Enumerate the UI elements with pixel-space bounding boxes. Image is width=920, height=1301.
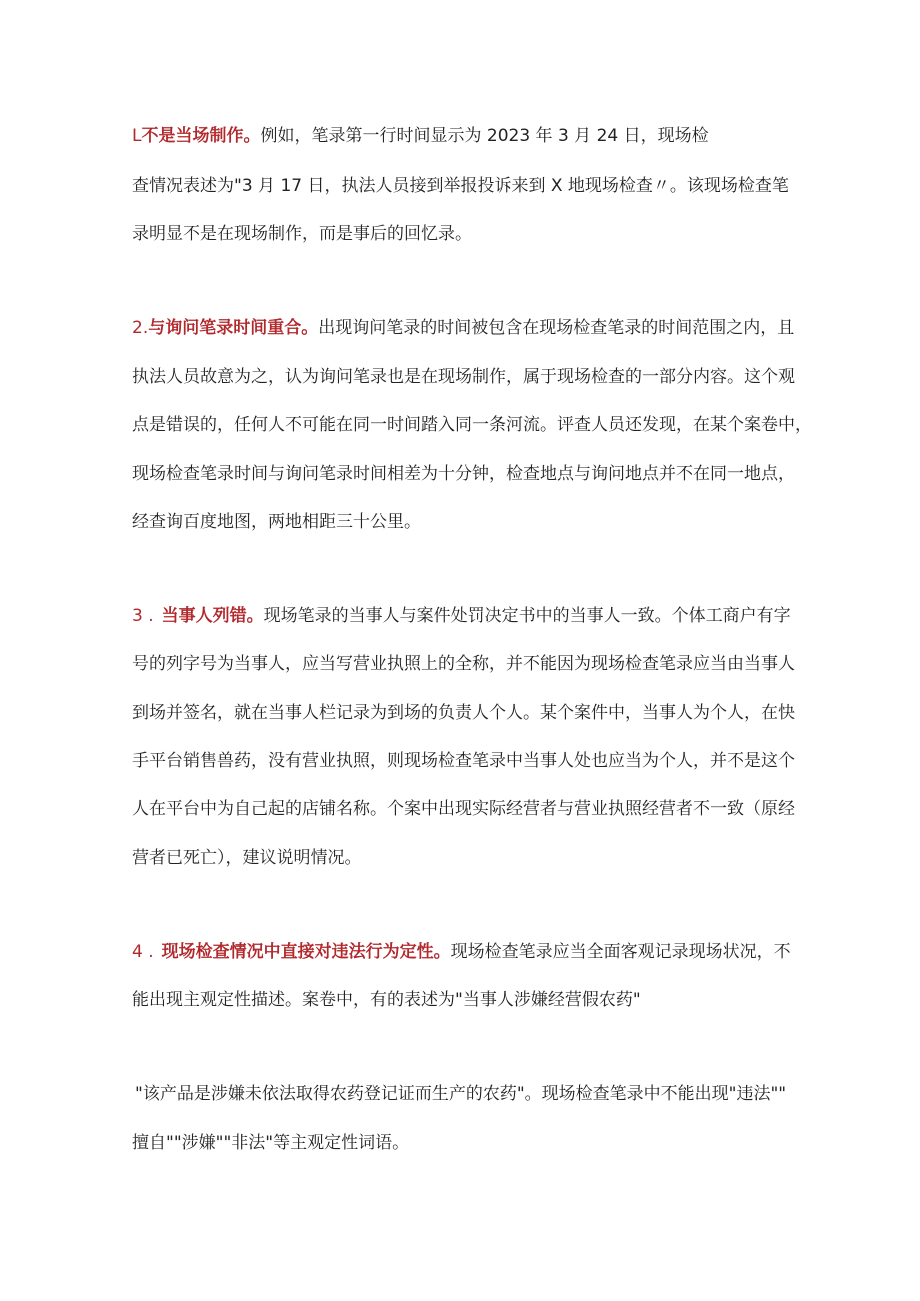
paragraph-line: 营者已死亡），建议说明情况。 xyxy=(132,848,362,868)
paragraph-line: 执法人员故意为之，认为询问笔录也是在现场制作，属于现场检查的一部分内容。这个观 xyxy=(132,367,795,387)
paragraph-line: 录明显不是在现场制作，而是事后的回忆录。 xyxy=(132,224,472,244)
paragraph-line: 查情况表述为"3 月 17 日，执法人员接到举报投诉来到 X 地现场检查〃。该现场检查笔 xyxy=(132,176,789,196)
section-number: L xyxy=(132,126,142,146)
section-heading: 当事人列错。 xyxy=(161,606,264,626)
paragraph-text: 出现询问笔录的时间被包含在现场检查笔录的时间范围之内，且 xyxy=(318,318,795,338)
paragraph-line xyxy=(132,316,794,340)
paragraph-line xyxy=(132,604,791,628)
paragraph-text: 现场笔录的当事人与案件处罚决定书中的当事人一致。个体工商户有字 xyxy=(263,606,791,626)
paragraph-line: 人在平台中为自己起的店铺名称。个案中出现实际经营者与营业执照经营者不一致（原经 xyxy=(132,799,795,819)
paragraph-line: 经查询百度地图，两地相距三十公里。 xyxy=(132,512,421,532)
paragraph-line xyxy=(132,940,791,964)
section-heading: 不是当场制作。 xyxy=(141,126,261,146)
paragraph-line: 点是错误的，任何人不可能在同一时间踏入同一条河流。评查人员还发现，在某个案卷中， xyxy=(132,415,812,435)
paragraph-text: 现场检查笔录应当全面客观记录现场状况，不 xyxy=(450,942,791,962)
paragraph-line: 现场检查笔录时间与询问笔录时间相差为十分钟，检查地点与询问地点并不在同一地点， xyxy=(132,464,795,484)
section-heading: 与询问笔录时间重合。 xyxy=(148,318,319,338)
section-number: 4 . xyxy=(132,942,154,962)
paragraph-line: 能出现主观定性描述。案卷中，有的表述为"当事人涉嫌经营假农药" xyxy=(132,990,641,1010)
paragraph-line xyxy=(132,124,709,148)
paragraph-text: 例如，笔录第一行时间显示为 2023 年 3 月 24 日，现场检 xyxy=(260,126,709,146)
paragraph-line: 号的列字号为当事人，应当写营业执照上的全称，并不能因为现场检查笔录应当由当事人 xyxy=(132,654,795,674)
section-heading: 现场检查情况中直接对违法行为定性。 xyxy=(161,942,451,962)
section-number: 3 . xyxy=(132,606,154,626)
paragraph-line: 到场并签名，就在当事人栏记录为到场的负责人个人。某个案件中，当事人为个人，在快 xyxy=(132,703,795,723)
paragraph-line: 擅自""涉嫌""非法"等主观定性词语。 xyxy=(132,1133,410,1153)
section-number: 2. xyxy=(132,318,149,338)
paragraph-line: 手平台销售兽药，没有营业执照，则现场检查笔录中当事人处也应当为个人，并不是这个 xyxy=(132,751,795,771)
paragraph-line: "该产品是涉嫌未依法取得农药登记证而生产的农药"。现场检查笔录中不能出现"违法"" xyxy=(135,1084,787,1104)
